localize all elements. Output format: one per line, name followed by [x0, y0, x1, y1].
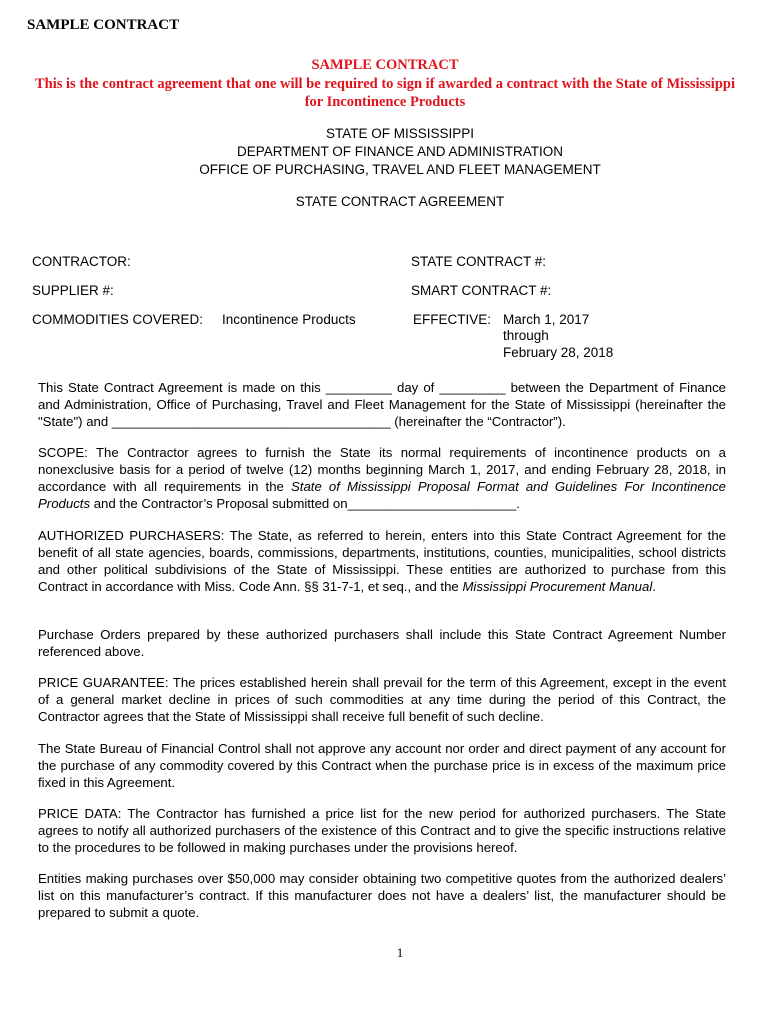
- price-data-paragraph: PRICE DATA: The Contractor has furnished a price list for the new period for authorized purchasers. The State agrees to notify all authorized purchasers of the existence of this Contract and to give the specific instructions relative to the procedures to be followed in making purchases under the provisions hereof.: [38, 806, 726, 855]
- commodities-value: Incontinence Products: [222, 312, 356, 327]
- page-header-title: SAMPLE CONTRACT: [27, 17, 180, 33]
- effective-end: February 28, 2018: [503, 345, 614, 360]
- red-title: SAMPLE CONTRACT: [311, 57, 459, 73]
- effective-through: through: [503, 328, 549, 343]
- price-guarantee-paragraph: PRICE GUARANTEE: The prices established herein shall prevail for the term of this Agreement, except in the event of a general market decline in prices of such commodities at any time during the period of this Contract, the Contractor agrees that the State of Mississippi shall receive full benefit of such decline.: [38, 675, 726, 724]
- scope-text-italic: State of Mississippi Proposal Format and Guidelines For Incontinence Products: [38, 479, 727, 511]
- red-subtitle-line-2: for Incontinence Products: [304, 94, 466, 110]
- scope-paragraph: [38, 444, 726, 512]
- agency-department: DEPARTMENT OF FINANCE AND ADMINISTRATION: [236, 144, 564, 159]
- intro-paragraph: This State Contract Agreement is made on this _________ day of _________ between the Department of Finance and Administration, Office of Purchasing, Travel and Fleet Management for the State of Mississippi (hereinafter the "State") and ______________________________________ (hereinafter the “Contractor”).: [38, 380, 726, 429]
- agency-office: OFFICE OF PURCHASING, TRAVEL AND FLEET MANAGEMENT: [199, 162, 601, 177]
- authorized-text-italic: Mississippi Procurement Manual: [462, 579, 653, 594]
- supplier-label: SUPPLIER #:: [32, 283, 114, 298]
- authorized-purchasers-paragraph: [38, 527, 726, 595]
- purchase-orders-paragraph: Purchase Orders prepared by these authorized purchasers shall include this State Contract Agreement Number referenced above.: [38, 627, 726, 659]
- scope-text-b: and the Contractor’s Proposal submitted on_______________________.: [90, 496, 520, 511]
- commodities-label: COMMODITIES COVERED:: [32, 312, 204, 327]
- scope-text-a: SCOPE: The Contractor agrees to furnish the State its normal requirements of incontinence products on a nonexclusive basis for a period of twelve (12) months beginning March 1, 2017, and ending February 28, 2018, in accordance with all requirements in the: [38, 445, 726, 494]
- page-number: 1: [396, 945, 404, 960]
- authorized-text-b: .: [652, 579, 656, 594]
- effective-label: EFFECTIVE:: [413, 312, 492, 327]
- red-subtitle-line-1: This is the contract agreement that one will be required to sign if awarded a contract with the State of Mississippi: [35, 76, 735, 92]
- document-title: STATE CONTRACT AGREEMENT: [295, 194, 505, 209]
- authorized-text-a: AUTHORIZED PURCHASERS: The State, as referred to herein, enters into this State Contract Agreement for the benefit of all state agencies, boards, commissions, departments, institutions, counties, municipalities, school districts and other political subdivisions of the State of Mississippi. These entities are authorized to purchase from this Contract in accordance with Miss. Code Ann. §§ 31-7-1, et seq., and the: [38, 528, 726, 594]
- state-contract-label: STATE CONTRACT #:: [411, 254, 547, 269]
- bureau-paragraph: The State Bureau of Financial Control shall not approve any account nor order and direct payment of any account for the purchase of any commodity covered by this Contract when the purchase price is in excess of the maximum price fixed in this Agreement.: [38, 741, 726, 790]
- smart-contract-label: SMART CONTRACT #:: [411, 283, 552, 298]
- contractor-label: CONTRACTOR:: [32, 254, 131, 269]
- effective-start: March 1, 2017: [503, 312, 590, 327]
- entities-paragraph: Entities making purchases over $50,000 may consider obtaining two competitive quotes from the authorized dealers’ list on this manufacturer’s contract. If this manufacturer does not have a dealers’ list, the manufacturer should be prepared to submit a quote.: [38, 871, 726, 920]
- agency-state: STATE OF MISSISSIPPI: [325, 126, 475, 141]
